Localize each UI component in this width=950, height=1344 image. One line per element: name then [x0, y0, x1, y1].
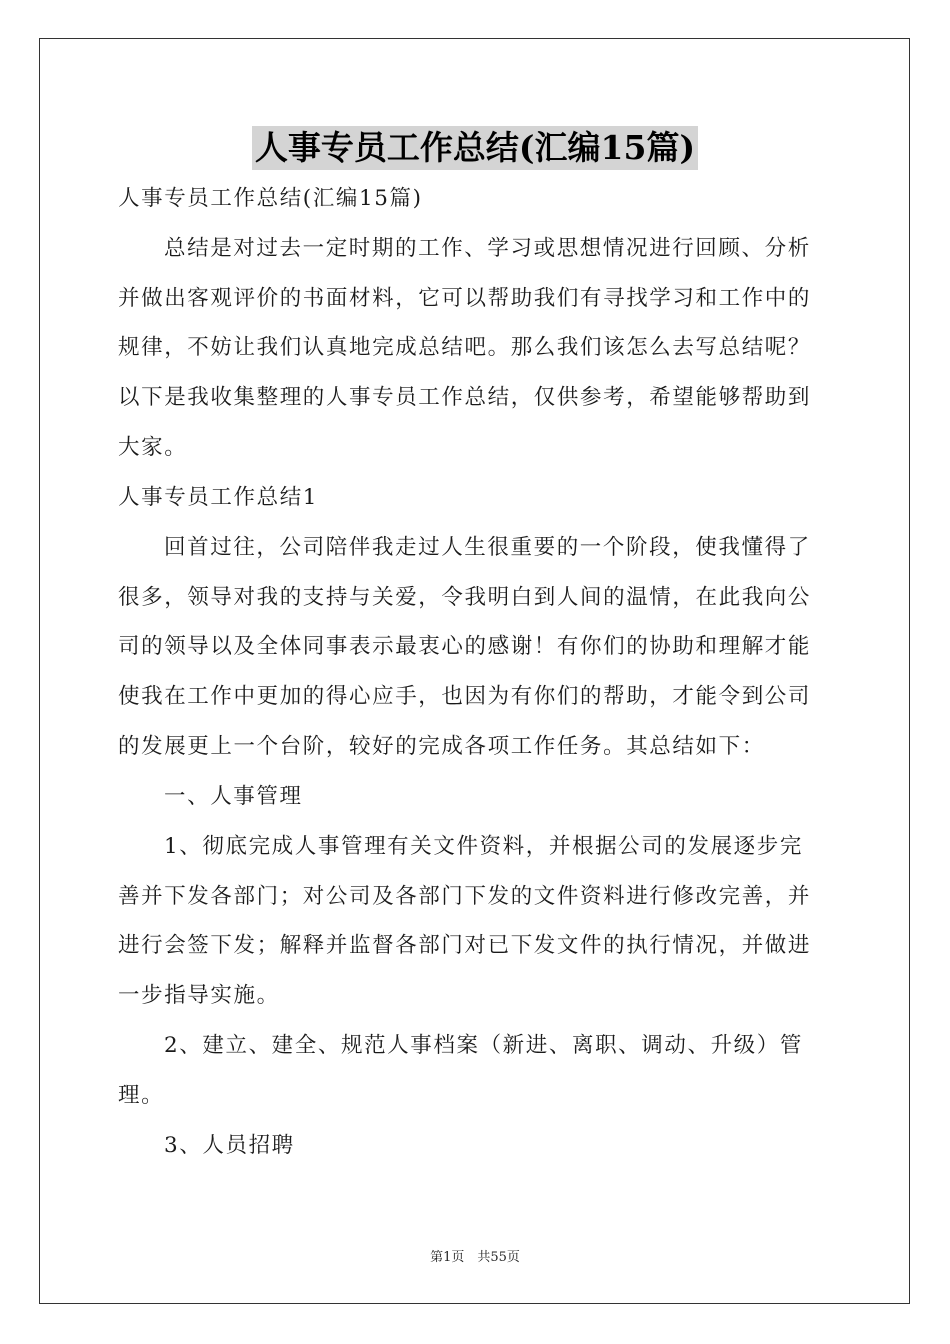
page-border — [39, 38, 910, 1304]
paragraph-line: 大家。 — [118, 435, 188, 460]
title-container — [0, 126, 950, 170]
paragraph-line: 回首过往，公司陪伴我走过人生很重要的一个阶段，使我懂得了 — [164, 535, 811, 560]
document-title: 人事专员工作总结(汇编15篇) — [252, 126, 698, 170]
paragraph-line: 理。 — [118, 1083, 165, 1108]
paragraph-line: 以下是我收集整理的人事专员工作总结，仅供参考，希望能够帮助到 — [118, 385, 812, 410]
paragraph-line: 一步指导实施。 — [118, 983, 280, 1008]
paragraph-line: 的发展更上一个台阶，较好的完成各项工作任务。其总结如下： — [118, 734, 765, 759]
paragraph-line: 善并下发各部门；对公司及各部门下发的文件资料进行修改完善，并 — [118, 884, 812, 909]
paragraph-line: 3、人员招聘 — [164, 1133, 295, 1158]
paragraph-line: 使我在工作中更加的得心应手，也因为有你们的帮助，才能令到公司 — [118, 684, 812, 709]
subsection-heading: 一、人事管理 — [164, 784, 303, 809]
paragraph-line: 2、建立、建全、规范人事档案（新进、离职、调动、升级）管 — [164, 1033, 803, 1058]
paragraph-line: 1、彻底完成人事管理有关文件资料，并根据公司的发展逐步完 — [164, 834, 803, 859]
paragraph-line: 总结是对过去一定时期的工作、学习或思想情况进行回顾、分析 — [164, 236, 811, 261]
paragraph-line: 并做出客观评价的书面材料，它可以帮助我们有寻找学习和工作中的 — [118, 286, 812, 311]
paragraph-line: 规律，不妨让我们认真地完成总结吧。那么我们该怎么去写总结呢？ — [118, 335, 812, 360]
section-heading: 人事专员工作总结1 — [118, 485, 319, 510]
subtitle-line: 人事专员工作总结(汇编15篇) — [118, 186, 423, 211]
paragraph-line: 司的领导以及全体同事表示最衷心的感谢！有你们的协助和理解才能 — [118, 634, 812, 659]
page-footer: 第1页 共55页 — [430, 1250, 520, 1265]
paragraph-line: 进行会签下发；解释并监督各部门对已下发文件的执行情况，并做进 — [118, 933, 812, 958]
paragraph-line: 很多，领导对我的支持与关爱，令我明白到人间的温情，在此我向公 — [118, 585, 812, 610]
